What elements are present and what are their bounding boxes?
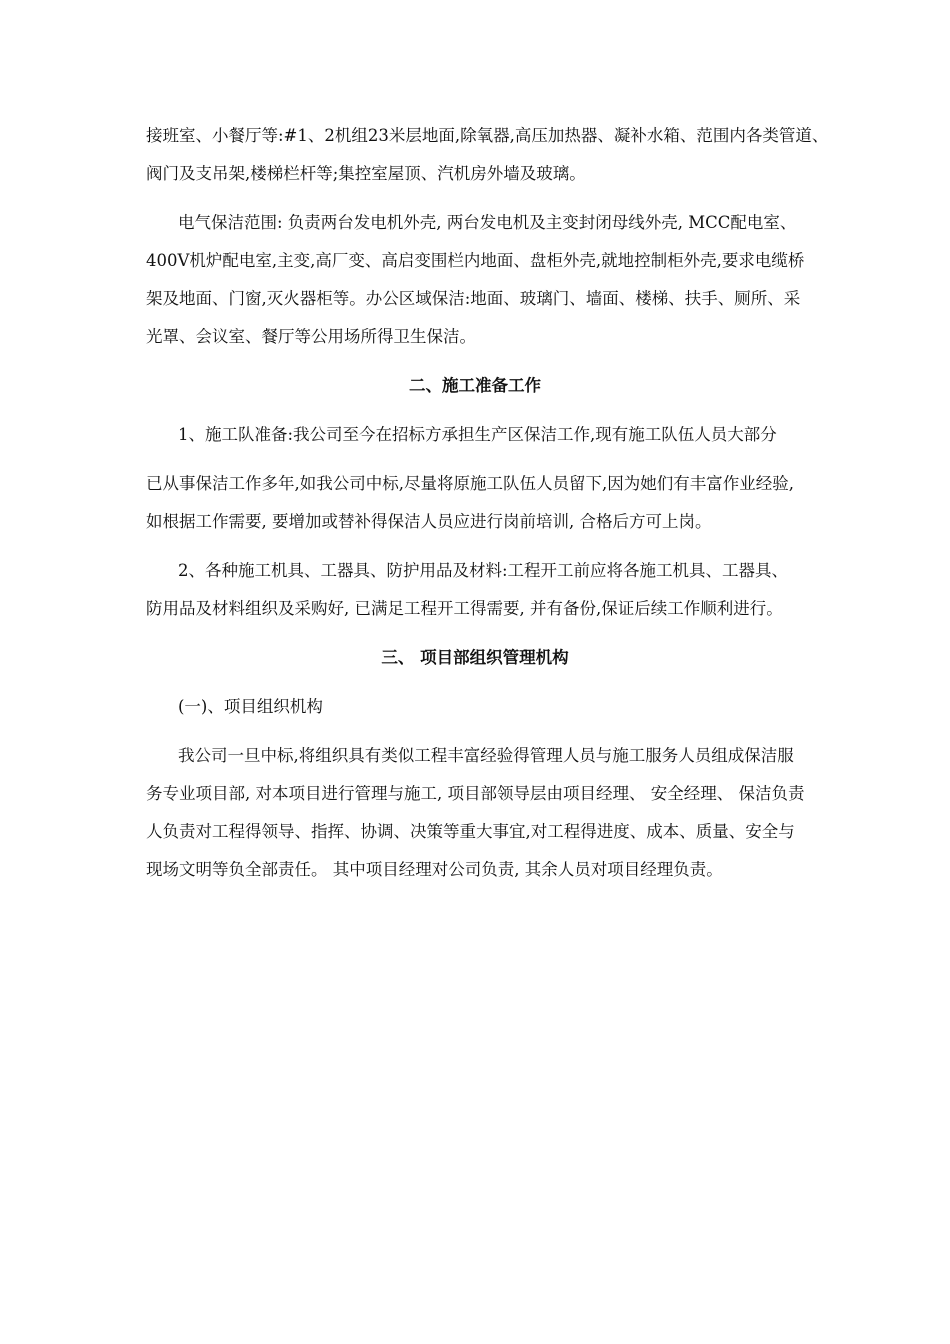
paragraph-line: 已从事保洁工作多年,如我公司中标,尽量将原施工队伍人员留下,因为她们有丰富作业经验, bbox=[146, 474, 794, 493]
paragraph-line: 接班室、小餐厅等:#1、2机组23米层地面,除氧器,高压加热器、凝补水箱、范围内各类管道、 bbox=[146, 126, 829, 145]
paragraph-line: 电气保洁范围: 负责两台发电机外壳, 两台发电机及主变封闭母线外壳, MCC配电室、 bbox=[178, 213, 797, 232]
paragraph-line: 防用品及材料组织及采购好, 已满足工程开工得需要, 并有备份,保证后续工作顺利进行。 bbox=[146, 599, 783, 618]
paragraph-line: 阀门及支吊架,楼梯栏杆等;集控室屋顶、汽机房外墙及玻璃。 bbox=[146, 164, 586, 183]
paragraph-line: 1、施工队准备:我公司至今在招标方承担生产区保洁工作,现有施工队伍人员大部分 bbox=[178, 425, 777, 444]
section-heading: 二、施工准备工作 bbox=[409, 376, 541, 395]
paragraph-line: 2、各种施工机具、工器具、防护用品及材料:工程开工前应将各施工机具、工器具、 bbox=[178, 561, 789, 580]
paragraph-line: 务专业项目部, 对本项目进行管理与施工, 项目部领导层由项目经理、 安全经理、 保洁负责 bbox=[146, 784, 805, 803]
paragraph-line: 架及地面、门窗,灭火器柜等。办公区域保洁:地面、玻璃门、墙面、楼梯、扶手、厕所、采 bbox=[146, 289, 801, 308]
paragraph-line: 如根据工作需要, 要增加或替补得保洁人员应进行岗前培训, 合格后方可上岗。 bbox=[146, 512, 712, 531]
paragraph-line: 现场文明等负全部责任。 其中项目经理对公司负责, 其余人员对项目经理负责。 bbox=[146, 860, 723, 879]
paragraph-line: 光罩、会议室、餐厅等公用场所得卫生保洁。 bbox=[146, 327, 476, 346]
paragraph-line: 我公司一旦中标,将组织具有类似工程丰富经验得管理人员与施工服务人员组成保洁服 bbox=[178, 746, 794, 765]
subsection-heading: (一)、项目组织机构 bbox=[178, 697, 323, 716]
paragraph-line: 400V机炉配电室,主变,高厂变、高启变围栏内地面、盘柜外壳,就地控制柜外壳,要求电缆桥 bbox=[146, 251, 805, 270]
paragraph-line: 人负责对工程得领导、指挥、协调、决策等重大事宜,对工程得进度、成本、质量、安全与 bbox=[146, 822, 795, 841]
section-heading: 三、 项目部组织管理机构 bbox=[381, 648, 569, 667]
